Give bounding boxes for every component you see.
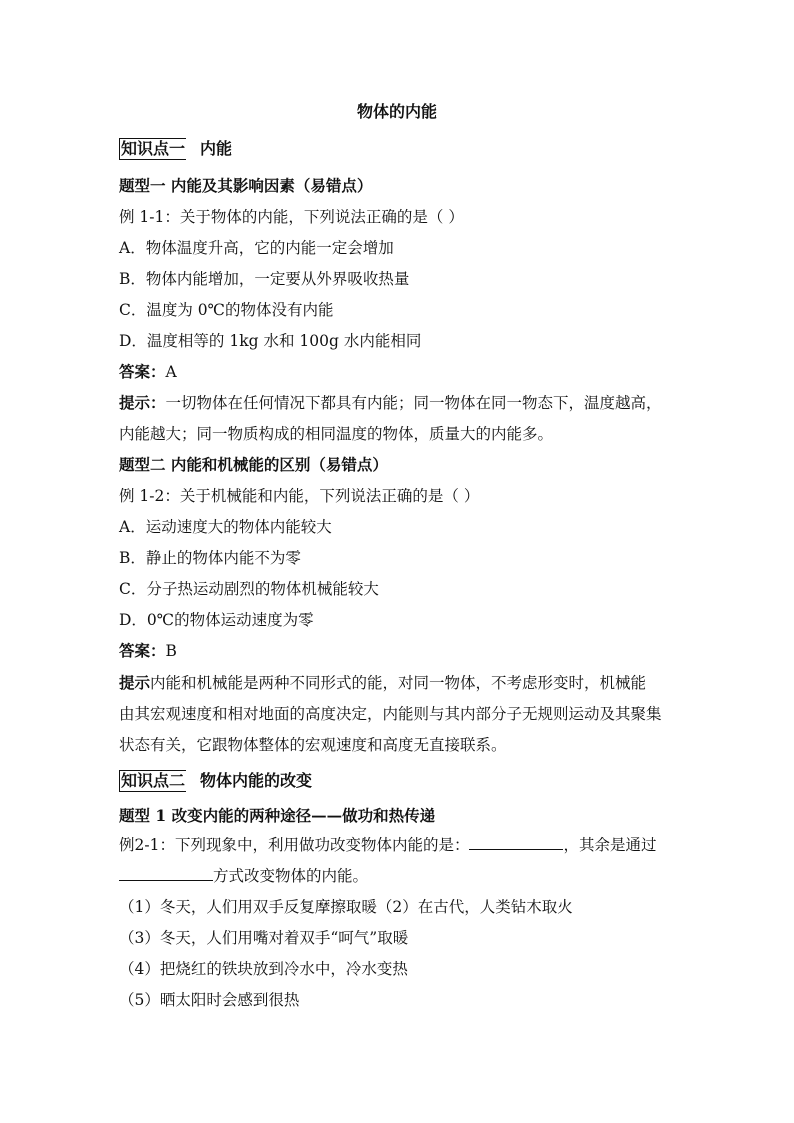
section-title: 物体内能的改变 xyxy=(200,771,313,790)
option-a: A．物体温度升高，它的内能一定会增加 xyxy=(119,239,394,257)
answer-value: A xyxy=(165,363,177,381)
option-a: A．运动速度大的物体内能较大 xyxy=(119,518,332,536)
section-heading-1 xyxy=(119,138,232,160)
section-box-label: 知识点二 xyxy=(121,771,186,790)
option-c: C．温度为 0℃的物体没有内能 xyxy=(119,301,334,319)
answer-blank[interactable] xyxy=(469,835,563,850)
section-heading-2 xyxy=(119,770,312,792)
hint-text-continued: 状态有关，它跟物体整体的宏观速度和高度无直接联系。 xyxy=(119,736,507,754)
hint-text-continued: 由其宏观速度和相对地面的高度决定，内能则与其内部分子无规则运动及其聚集 xyxy=(119,705,662,723)
list-item: （4）把烧红的铁块放到冷水中，冷水变热 xyxy=(119,960,408,978)
answer-value: B xyxy=(165,642,177,660)
option-b: B．物体内能增加，一定要从外界吸收热量 xyxy=(119,270,410,288)
hint-line xyxy=(119,393,679,413)
list-item: （5）晒太阳时会感到很热 xyxy=(119,991,300,1009)
question-type-heading: 题型一 内能及其影响因素（易错点） xyxy=(119,176,373,195)
question-type-heading: 题型 1 改变内能的两种途径——做功和热传递 xyxy=(119,806,436,825)
answer-line xyxy=(119,362,679,382)
section-box-label: 知识点一 xyxy=(121,139,186,158)
hint-text-continued: 内能越大；同一物质构成的相同温度的物体，质量大的内能多。 xyxy=(119,425,554,443)
answer-line xyxy=(119,641,679,661)
option-b: B．静止的物体内能不为零 xyxy=(119,549,301,567)
question-text-part: 方式改变物体的内能。 xyxy=(213,867,369,885)
answer-blank[interactable] xyxy=(119,866,213,881)
option-d: D．温度相等的 1kg 水和 100g 水内能相同 xyxy=(119,332,422,350)
answer-label: 答案： xyxy=(119,641,166,660)
hint-text: 一切物体在任何情况下都具有内能；同一物体在同一物态下，温度越高， xyxy=(165,394,662,412)
question-type-heading: 题型二 内能和机械能的区别（易错点） xyxy=(119,455,388,474)
section-title: 内能 xyxy=(200,139,233,158)
hint-label: 提示 xyxy=(119,673,151,692)
page-title: 物体的内能 xyxy=(356,102,437,121)
question-text: 例 1-2：关于机械能和内能，下列说法正确的是（ ） xyxy=(119,487,480,505)
question-text-continued xyxy=(119,866,679,886)
option-c: C．分子热运动剧烈的物体机械能较大 xyxy=(119,580,379,598)
list-item: （3）冬天，人们用嘴对着双手“呵气”取暖 xyxy=(119,929,409,947)
hint-text: 内能和机械能是两种不同形式的能，对同一物体，不考虑形变时，机械能 xyxy=(150,674,647,692)
answer-label: 答案： xyxy=(119,362,166,381)
question-text xyxy=(119,835,679,855)
question-text-part: ，其余是通过 xyxy=(563,836,657,854)
list-item: （1）冬天，人们用双手反复摩擦取暖（2）在古代，人类钻木取火 xyxy=(119,898,573,916)
hint-line xyxy=(119,673,679,693)
option-d: D．0℃的物体运动速度为零 xyxy=(119,611,314,629)
question-text-part: 例2-1：下列现象中，利用做功改变物体内能的是： xyxy=(119,836,470,854)
hint-label: 提示： xyxy=(119,393,166,412)
question-text: 例 1-1：关于物体的内能，下列说法正确的是（ ） xyxy=(119,208,464,226)
